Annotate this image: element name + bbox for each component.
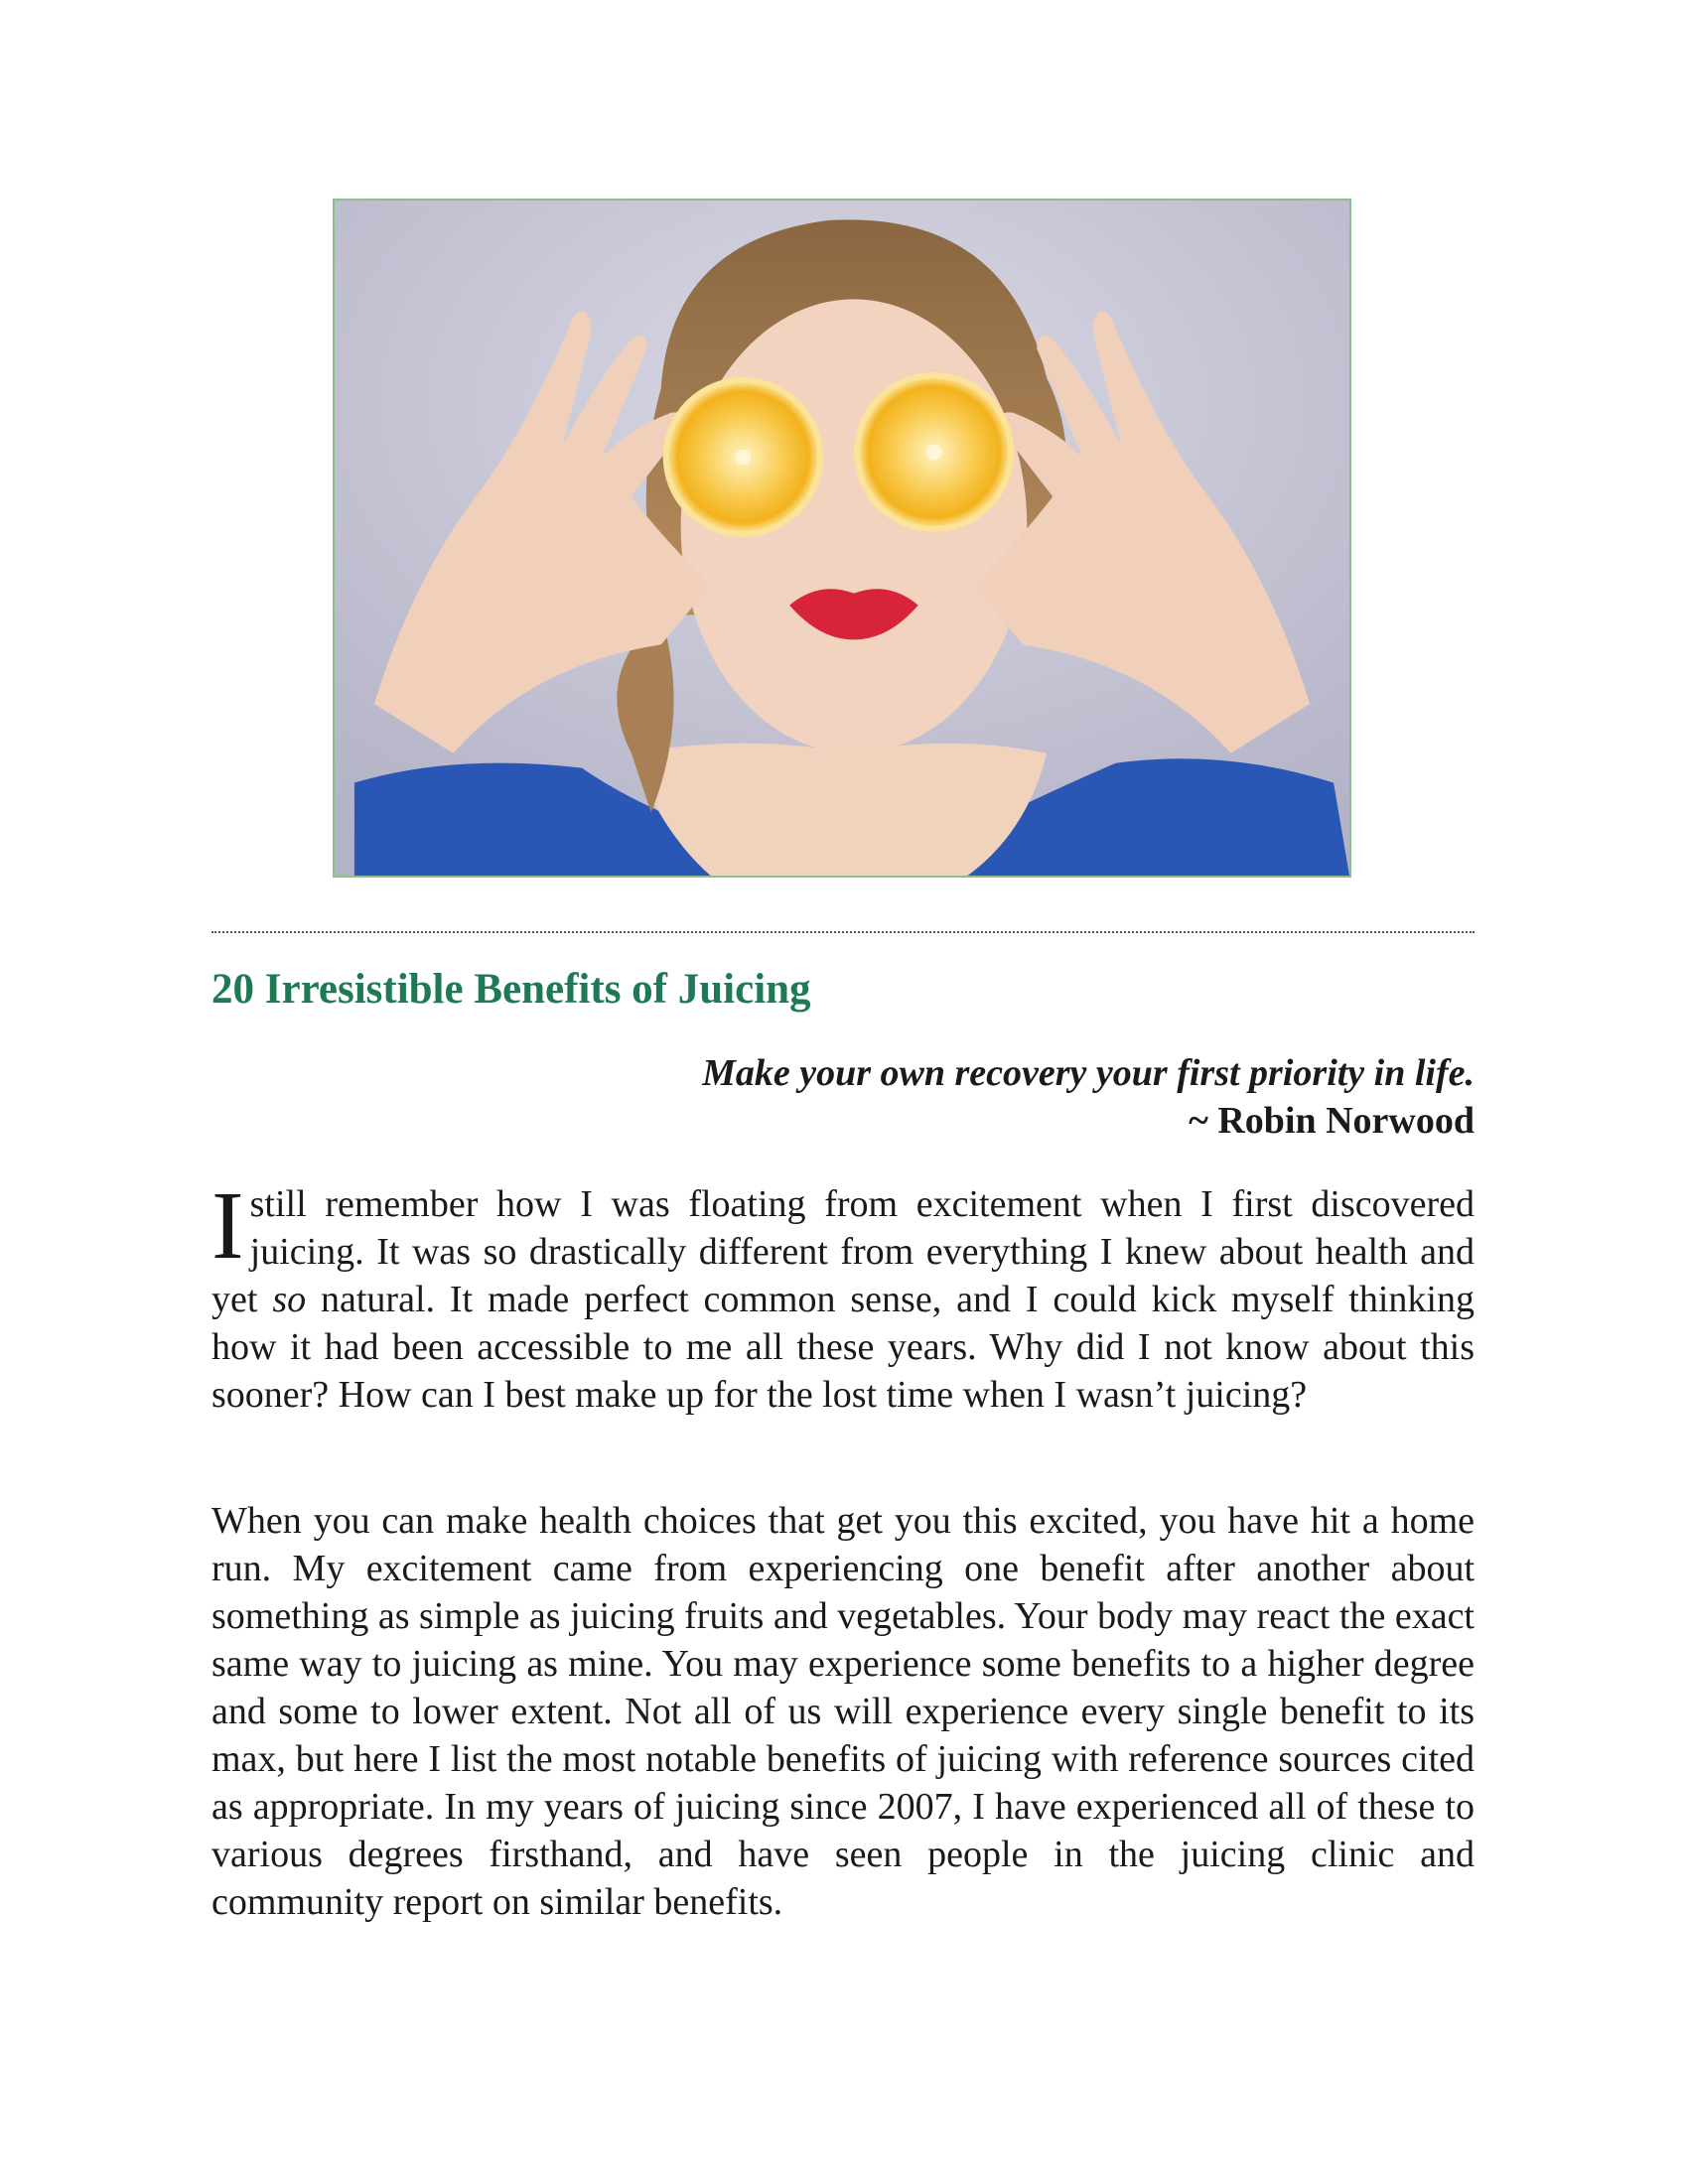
intro-paragraph-text: still remember how I was floating from excitement when I first discovered juicing. It was so drastically different from everything I knew about health and yet [211,1183,1475,1320]
intro-paragraph-text-continued: natural. It made perfect common sense, and I could kick myself thinking how it had been accessible to me all these years. Why did I not know about this sooner? How can I best make up for the lost time when I wasn’t juicing? [211,1279,1475,1416]
body-paragraph: When you can make health choices that get you this excited, you have hit a home run. My excitement came from experiencing one benefit after another about something as simple as juicing fruits and vegetables. Your body may react the exact same way to juicing as mine. You may experience some benefits to a higher degree and some to lower extent. Not all of us will experience every single benefit to its max, but here I list the most notable benefits of juicing with reference sources cited as appropriate. In my years of juicing since 2007, I have experienced all of these to various degrees firsthand, and have seen people in the juicing clinic and community report on similar benefits. [211,1500,1475,1923]
drop-cap: I [211,1172,244,1280]
photo-illustration [335,201,1349,876]
section-divider [211,931,1475,933]
chapter-title: 20 Irresistible Benefits of Juicing [211,966,811,1013]
epigraph-quote: Make your own recovery your first priority in life. [702,1052,1475,1094]
intro-paragraph-emphasis: so [272,1279,307,1320]
woman-with-lemon-eyes-photo [333,199,1351,878]
epigraph [211,1049,1475,1145]
intro-paragraph [211,1172,1475,1419]
epigraph-author: ~ Robin Norwood [1189,1100,1475,1142]
